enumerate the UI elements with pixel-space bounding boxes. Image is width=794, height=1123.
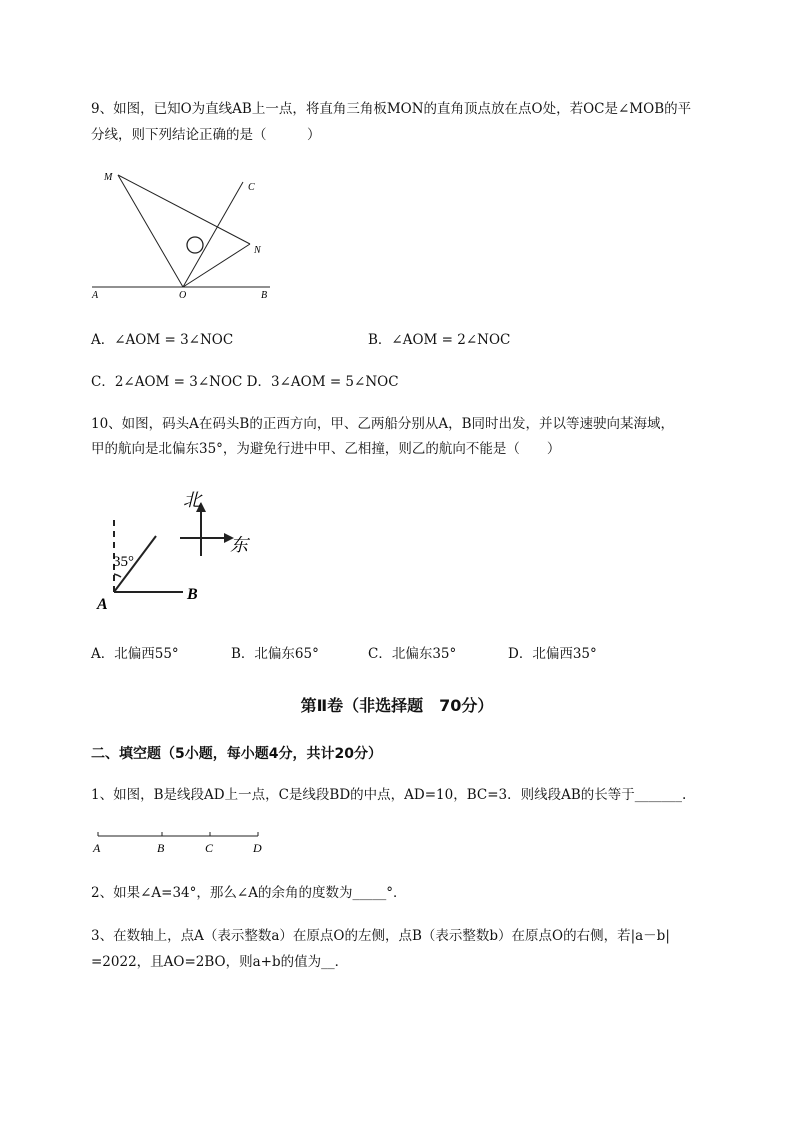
label-n: N bbox=[254, 245, 261, 256]
label-b: B bbox=[261, 290, 268, 301]
fill1-label-b: B bbox=[157, 841, 165, 855]
compass-east-label: 东 bbox=[230, 535, 248, 556]
angle-35-label: 35° bbox=[113, 554, 134, 570]
compass-north-label: 北 bbox=[183, 490, 201, 511]
fill3-stem-line1: 3、在数轴上，点A（表示整数a）在原点O的左侧，点B（表示整数b）在原点O的右侧，若|a－b| bbox=[91, 928, 670, 944]
part2-title: 第Ⅱ卷（非选择题 70分） bbox=[300, 696, 494, 715]
q10-stem-line1: 10、如图，码头A在码头B的正西方向，甲、乙两船分别从A，B同时出发，并以等速驶向某海域， bbox=[91, 416, 675, 432]
q10-option-a: A．北偏西55° bbox=[91, 646, 179, 662]
label-a: A bbox=[92, 290, 99, 301]
q9-option-a: A．∠AOM = 3∠NOC bbox=[91, 332, 234, 348]
q9-stem-line1: 9、如图，已知O为直线AB上一点，将直角三角板MON的直角顶点放在点O处，若OC是∠MOB的平 bbox=[91, 101, 692, 117]
q10-option-b: B．北偏东65° bbox=[231, 646, 319, 662]
point-a-label: A bbox=[97, 596, 108, 613]
fill1-label-a: A bbox=[93, 841, 101, 855]
label-m: M bbox=[104, 172, 113, 183]
fill1-label-d: D bbox=[253, 841, 262, 855]
fill1-label-c: C bbox=[205, 841, 214, 855]
q10-stem-line2: 甲的航向是北偏东35°，为避免行进中甲、乙相撞，则乙的航向不能是（ ） bbox=[91, 441, 561, 457]
fill3-stem-line2: =2022，且AO=2BO，则a+b的值为__． bbox=[91, 954, 349, 970]
q10-option-d: D．北偏西35° bbox=[508, 646, 597, 662]
q9-option-cd: C．2∠AOM = 3∠NOC D．3∠AOM = 5∠NOC bbox=[91, 374, 399, 390]
label-c: C bbox=[248, 182, 255, 193]
label-o: O bbox=[179, 290, 187, 301]
q10-option-c: C．北偏东35° bbox=[368, 646, 457, 662]
section2-heading: 二、填空题（5小题，每小题4分，共计20分） bbox=[91, 746, 382, 762]
point-b-label: B bbox=[187, 586, 198, 603]
fill1-stem: 1、如图，B是线段AD上一点，C是线段BD的中点，AD=10，BC=3．则线段AB的长等于_______. bbox=[91, 787, 687, 803]
q9-stem-line2: 分线，则下列结论正确的是（ ） bbox=[91, 127, 321, 143]
fill2-stem: 2、如果∠A=34°，那么∠A的余角的度数为_____°． bbox=[91, 885, 407, 901]
q9-option-b: B．∠AOM = 2∠NOC bbox=[368, 332, 511, 348]
